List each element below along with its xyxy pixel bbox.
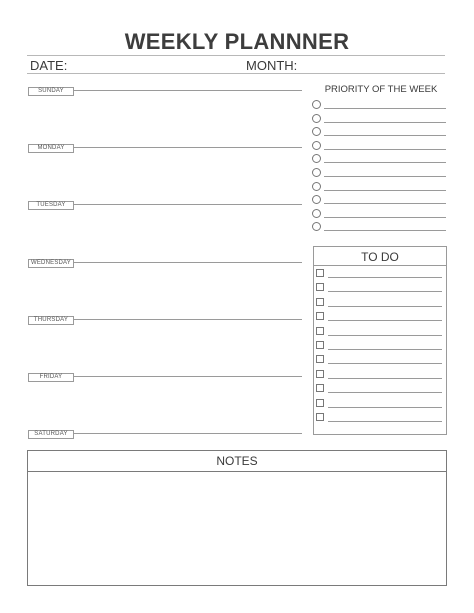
day-tag: TUESDAY: [28, 201, 74, 210]
notes-title: NOTES: [28, 451, 446, 472]
writing-line: [324, 108, 446, 109]
day-tag: SATURDAY: [28, 430, 74, 439]
checkbox-icon[interactable]: [316, 341, 324, 349]
writing-line: [328, 378, 442, 379]
writing-line: [324, 149, 446, 150]
day-tag: WEDNESDAY: [28, 259, 74, 268]
day-row-friday[interactable]: [28, 373, 302, 381]
writing-line: [328, 392, 442, 393]
header-top-rule: [27, 55, 445, 56]
day-row-saturday[interactable]: [28, 430, 302, 438]
circle-checkbox-icon[interactable]: [312, 100, 321, 109]
checkbox-icon[interactable]: [316, 370, 324, 378]
checkbox-icon[interactable]: [316, 312, 324, 320]
priority-item[interactable]: [312, 182, 446, 192]
circle-checkbox-icon[interactable]: [312, 222, 321, 231]
writing-line: [328, 320, 442, 321]
day-row-sunday[interactable]: [28, 87, 302, 95]
day-row-monday[interactable]: [28, 144, 302, 152]
writing-line: [328, 335, 442, 336]
circle-checkbox-icon[interactable]: [312, 114, 321, 123]
todo-title: TO DO: [314, 247, 446, 266]
todo-item[interactable]: [316, 341, 442, 351]
day-tag: MONDAY: [28, 144, 74, 153]
day-tag: THURSDAY: [28, 316, 74, 325]
priority-item[interactable]: [312, 195, 446, 205]
checkbox-icon[interactable]: [316, 413, 324, 421]
notes-box[interactable]: [27, 450, 447, 586]
checkbox-icon[interactable]: [316, 327, 324, 335]
todo-item[interactable]: [316, 413, 442, 423]
writing-line: [324, 190, 446, 191]
writing-line: [324, 203, 446, 204]
todo-item[interactable]: [316, 312, 442, 322]
writing-line: [324, 162, 446, 163]
day-row-thursday[interactable]: [28, 316, 302, 324]
priority-title: PRIORITY OF THE WEEK: [324, 84, 438, 95]
checkbox-icon[interactable]: [316, 399, 324, 407]
todo-item[interactable]: [316, 399, 442, 409]
todo-item[interactable]: [316, 269, 442, 279]
day-tag: SUNDAY: [28, 87, 74, 96]
checkbox-icon[interactable]: [316, 269, 324, 277]
header-bottom-rule: [27, 73, 445, 74]
month-label: MONTH:: [246, 58, 298, 73]
circle-checkbox-icon[interactable]: [312, 141, 321, 150]
todo-item[interactable]: [316, 370, 442, 380]
day-row-tuesday[interactable]: [28, 201, 302, 209]
circle-checkbox-icon[interactable]: [312, 168, 321, 177]
writing-line: [328, 277, 442, 278]
day-row-wednesday[interactable]: [28, 259, 302, 267]
circle-checkbox-icon[interactable]: [312, 154, 321, 163]
writing-line: [324, 135, 446, 136]
priority-item[interactable]: [312, 100, 446, 110]
todo-item[interactable]: [316, 283, 442, 293]
todo-box: [313, 246, 447, 435]
circle-checkbox-icon[interactable]: [312, 209, 321, 218]
priority-item[interactable]: [312, 209, 446, 219]
writing-line: [324, 217, 446, 218]
priority-item[interactable]: [312, 222, 446, 232]
writing-line: [324, 230, 446, 231]
writing-line: [328, 407, 442, 408]
todo-item[interactable]: [316, 384, 442, 394]
writing-line: [328, 306, 442, 307]
checkbox-icon[interactable]: [316, 355, 324, 363]
todo-item[interactable]: [316, 327, 442, 337]
writing-line: [328, 349, 442, 350]
circle-checkbox-icon[interactable]: [312, 127, 321, 136]
writing-line: [328, 363, 442, 364]
day-tag: FRIDAY: [28, 373, 74, 382]
priority-item[interactable]: [312, 141, 446, 151]
priority-item[interactable]: [312, 154, 446, 164]
writing-line: [324, 122, 446, 123]
priority-item[interactable]: [312, 127, 446, 137]
circle-checkbox-icon[interactable]: [312, 195, 321, 204]
page-title: WEEKLY PLANNNER: [124, 29, 350, 54]
circle-checkbox-icon[interactable]: [312, 182, 321, 191]
todo-item[interactable]: [316, 355, 442, 365]
checkbox-icon[interactable]: [316, 384, 324, 392]
writing-line: [328, 421, 442, 422]
writing-line: [324, 176, 446, 177]
checkbox-icon[interactable]: [316, 298, 324, 306]
checkbox-icon[interactable]: [316, 283, 324, 291]
date-label: DATE:: [30, 58, 68, 73]
priority-item[interactable]: [312, 168, 446, 178]
priority-item[interactable]: [312, 114, 446, 124]
writing-line: [328, 291, 442, 292]
todo-item[interactable]: [316, 298, 442, 308]
